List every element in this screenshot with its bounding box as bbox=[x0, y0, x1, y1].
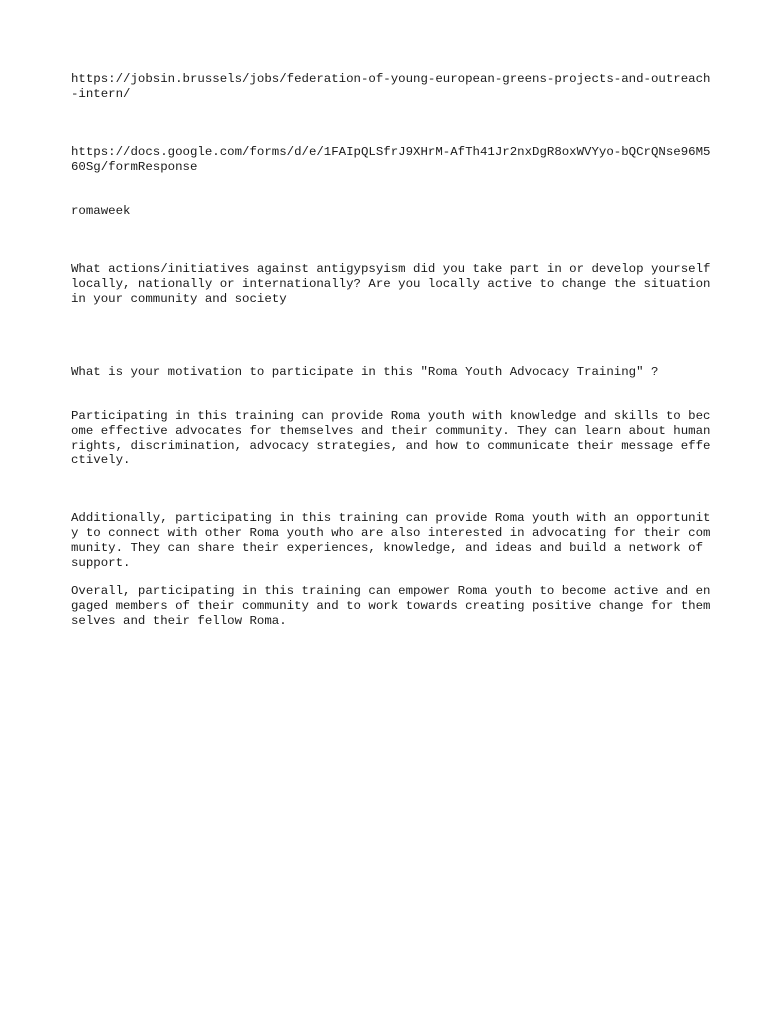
keyword-text: romaweek bbox=[71, 204, 131, 219]
question-motivation: What is your motivation to participate in this "Roma Youth Advocacy Training" ? bbox=[71, 364, 659, 379]
document-page bbox=[71, 72, 718, 642]
answer-paragraph-1: Participating in this training can provide Roma youth with knowledge and skills to become effective advocates for themselves and their community. They can learn about human rights, discrimination, advocacy strategies, and how to communicate their message effectively. bbox=[71, 409, 718, 468]
motivation-block bbox=[71, 335, 718, 498]
question-actions: What actions/initiatives against antigypsyism did you take part in or develop yourself locally, nationally or internationally? Are you locally active to change the situation in your community and society bbox=[71, 262, 718, 306]
form-block bbox=[71, 115, 711, 248]
answer-paragraph-3: Overall, participating in this training can empower Roma youth to become active and engaged members of their community and to work towards creating positive change for themselves and their fellow Roma. bbox=[71, 584, 711, 628]
form-url: https://docs.google.com/forms/d/e/1FAIpQLSfrJ9XHrM-AfTh41Jr2nxDgR8oxWVYyo-bQCrQNse96M560Sg/formResponse bbox=[71, 144, 711, 174]
answer-paragraph-2: Additionally, participating in this training can provide Roma youth with an opportunity to connect with other Roma youth who are also interested in advocating for their community. They can share their experiences, knowledge, and ideas and build a network of support. bbox=[71, 511, 711, 570]
jobs-url: https://jobsin.brussels/jobs/federation-of-young-european-greens-projects-and-outreach-intern/ bbox=[71, 72, 711, 101]
